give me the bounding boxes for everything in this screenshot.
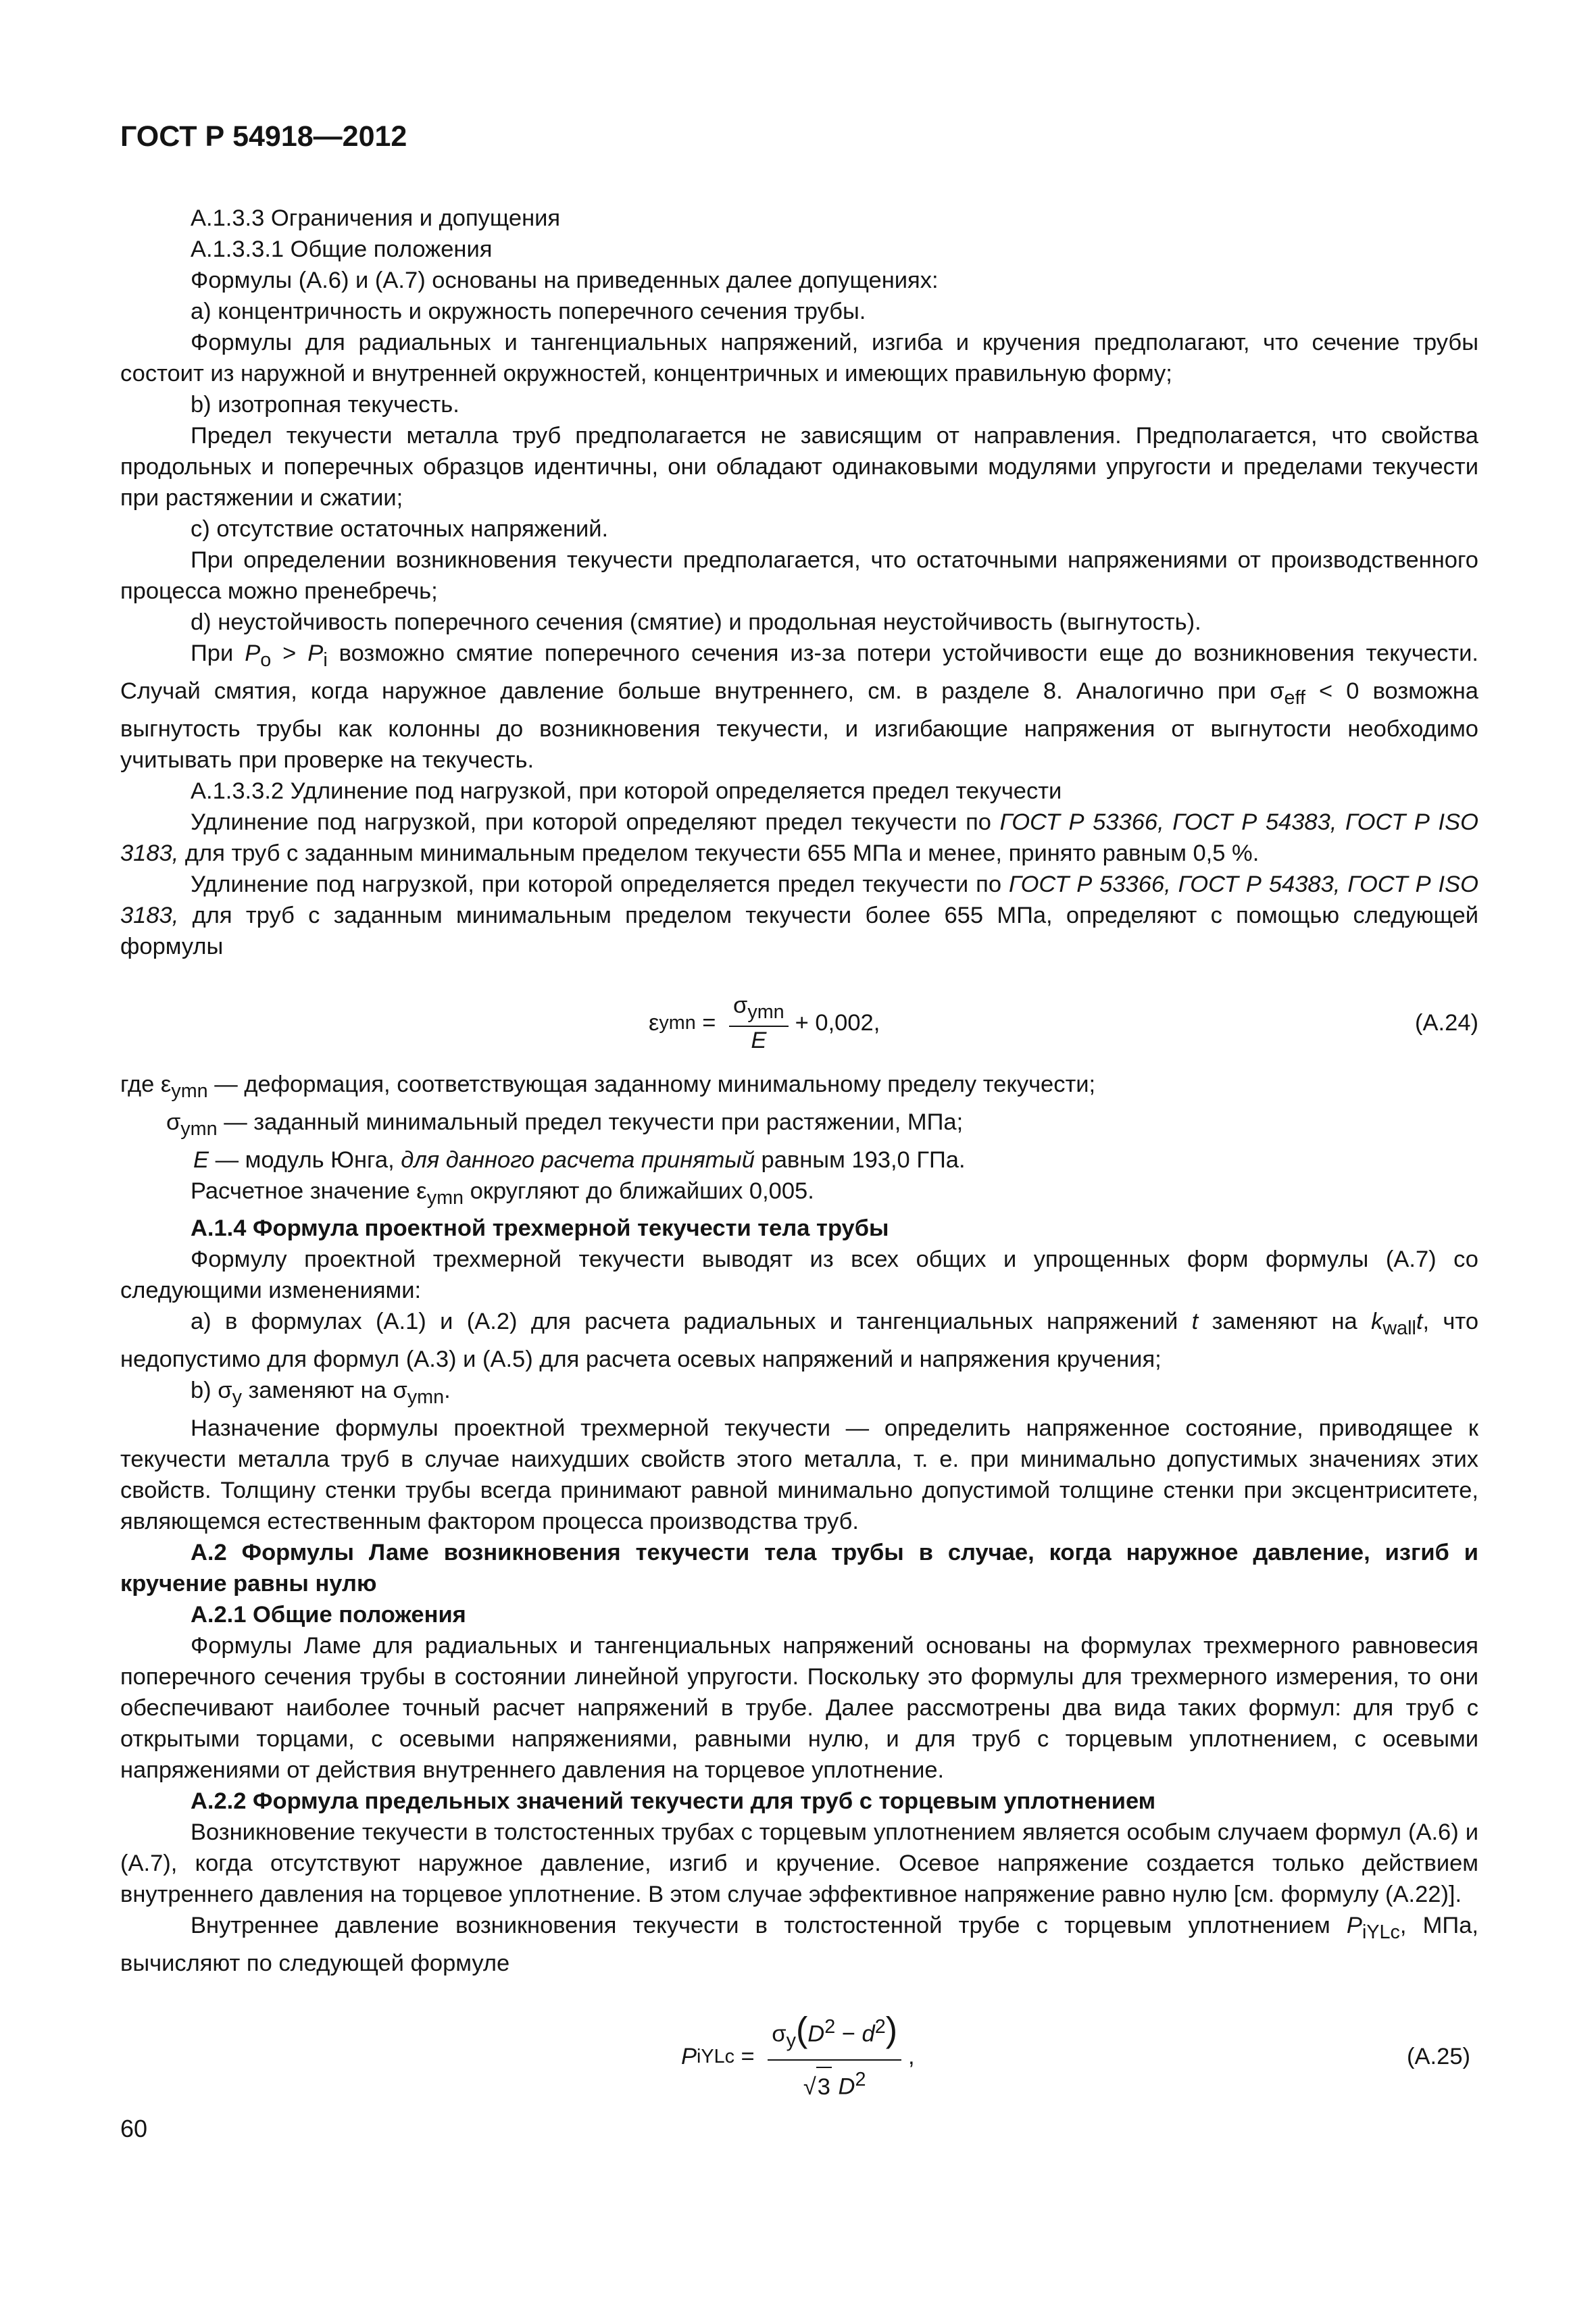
paragraph: d) неустойчивость поперечного сечения (смятие) и продольная неустойчивость (выгнутость). [191, 609, 1201, 635]
text-run: . [444, 1378, 451, 1404]
text-run: Удлинение под нагрузкой, при которой определяется предел текучести по [191, 871, 1009, 897]
symbol: ε [649, 1009, 659, 1036]
text-run: Удлинение под нагрузкой, при которой определяют предел текучести по [191, 809, 1000, 835]
symbol: σ [772, 2021, 787, 2047]
paragraph [120, 807, 1478, 869]
text-run: возможна выгнутость трубы как колонны до возникновения текучести, и изгибающие напряжения от выгнутости необходимо учитывать при проверке на текучесть. [120, 678, 1478, 773]
symbol: σ [1270, 678, 1285, 704]
subscript: ymn [171, 1080, 208, 1102]
text-run: заменяют на σ [241, 1378, 407, 1404]
standard-reference: ГОСТ Р 53366, ГОСТ Р 54383, ГОСТ Р ISO 3183, [120, 809, 1478, 866]
symbol: P [1346, 1913, 1362, 1939]
text-run: для данного расчета принятый [401, 1147, 755, 1173]
symbol: t [1416, 1309, 1423, 1335]
text-run: а) в формулах (А.1) и (А.2) для расчета радиальных и тангенциальных напряжений [191, 1309, 1192, 1335]
fraction-denominator [747, 1027, 770, 1054]
paragraph [120, 638, 1478, 776]
text-run: > [271, 640, 308, 666]
document-body [120, 203, 1478, 2107]
symbol: k [1371, 1309, 1383, 1335]
fraction [729, 992, 789, 1054]
formula-a25 [120, 2006, 1478, 2107]
subscript: y [786, 2030, 796, 2052]
fraction-numerator [729, 992, 789, 1026]
symbol: D [831, 2073, 855, 2100]
page-number: 60 [120, 2115, 148, 2142]
fraction-numerator [768, 2008, 901, 2059]
paragraph: Формулы (А.6) и (А.7) основаны на приведенных далее допущениях: [191, 268, 939, 293]
text-run: Внутреннее давление возникновения текучести в толстостенной трубе с торцевым уплотнением [191, 1913, 1347, 1939]
subscript: o [260, 649, 272, 671]
superscript: 2 [855, 2069, 866, 2091]
subscript: ymn [659, 1011, 696, 1034]
equals-sign: = [695, 1009, 723, 1036]
text-run: округляют до ближайших 0,005. [464, 1178, 814, 1204]
paragraph [120, 1176, 1478, 1213]
document-header: ГОСТ Р 54918—2012 [120, 120, 407, 153]
fraction-denominator [799, 2061, 870, 2106]
parenthesis: ) [885, 2010, 898, 2050]
symbol: P [307, 640, 324, 666]
paragraph: А.1.3.3.2 Удлинение под нагрузкой, при которой определяется предел текучести [191, 778, 1062, 804]
formula-expression [649, 981, 880, 1065]
paragraph: Формулу проектной трехмерной текучести выводят из всех общих и упрощенных форм формулы (А.7) со следующими изменениями: [120, 1247, 1478, 1304]
formula-constant: + 0,002, [795, 1009, 880, 1036]
formula-a24 [120, 981, 1478, 1065]
text-run: — модуль Юнга, [209, 1147, 401, 1173]
radicand: 3 [816, 2067, 832, 2106]
text-run: Расчетное значение ε [191, 1178, 427, 1204]
subscript: wall [1382, 1317, 1416, 1340]
text-run: b) σ [191, 1378, 232, 1404]
symbol: P [245, 640, 261, 666]
punctuation: , [908, 2044, 915, 2070]
text-run: При [191, 640, 245, 666]
radical-sign: √ [803, 2073, 816, 2100]
square-root [803, 2067, 832, 2106]
paragraph [120, 1910, 1478, 1979]
subscript: i [323, 649, 328, 671]
symbol: σ [166, 1109, 181, 1135]
paragraph: Формулы для радиальных и тангенциальных напряжений, изгиба и кручения предполагают, что сечение трубы состоит из наружной и внутренней окружностей, концентричных и имеющих правильную форму; [120, 330, 1478, 386]
paragraph: а) концентричность и окружность поперечного сечения трубы. [191, 299, 866, 324]
paragraph: Предел текучести металла труб предполагается не зависящим от направления. Предполагается, что свойства продольных и поперечных образцов идентичны, они обладают одинаковыми модулями упругости и пределами текучести при растяжении и сжатии; [120, 423, 1478, 511]
text-run: где ε [120, 1071, 172, 1097]
paragraph [120, 1306, 1478, 1375]
paragraph: А.1.3.3.1 Общие положения [191, 236, 493, 262]
text-run: для труб с заданным минимальным пределом текучести 655 МПа и менее, принято равным 0,5 %. [178, 840, 1260, 866]
section-heading: А.2 Формулы Ламе возникновения текучести тела трубы в случае, когда наружное давление, изгиб и кручение равны нулю [120, 1540, 1478, 1597]
subscript: ymn [407, 1386, 445, 1409]
subscript: eff [1284, 686, 1305, 709]
symbol: t [1191, 1309, 1199, 1335]
subscript: ymn [426, 1186, 464, 1209]
text-run: — заданный минимальный предел текучести при растяжении, МПа; [217, 1109, 964, 1135]
symbol: P [681, 2044, 697, 2070]
section-heading: А.1.4 Формула проектной трехмерной текучести тела трубы [191, 1215, 889, 1242]
paragraph: Назначение формулы проектной трехмерной текучести — определить напряженное состояние, приводящее к текучести металла труб в случае наихудших свойств этого металла, т. е. при минимально допустимых значениях этих свойств. Толщину стенки трубы всегда принимают равной минимально допустимой толщине стенки при эксцентриситете, являющемся естественным фактором процесса производства труб. [120, 1415, 1478, 1535]
subscript: ymn [180, 1117, 218, 1140]
paragraph: c) отсутствие остаточных напряжений. [191, 516, 609, 542]
symbol: E [751, 1027, 767, 1053]
legend-item [120, 1069, 1478, 1107]
symbol: D [807, 2021, 825, 2047]
paragraph [120, 869, 1478, 962]
legend-block [120, 1069, 1478, 1176]
formula-number: (А.24) [1415, 1009, 1478, 1036]
minus-sign: − [835, 2021, 862, 2047]
paragraph: А.1.3.3 Ограничения и допущения [191, 205, 561, 231]
subscript: ymn [747, 1001, 784, 1023]
text-run: , что недопустимо для формул (А.3) и (А.5) для расчета осевых напряжений и напряжения кручения; [120, 1309, 1479, 1373]
text-run: возможно смятие поперечного сечения из-за потери устойчивости еще до возникновения текучести. Случай смятия, когда наружное давление больше внутреннего, см. в разделе 8. Аналогично при [120, 640, 1479, 704]
symbol: σ [733, 992, 748, 1018]
section-heading: А.2.1 Общие положения [191, 1602, 466, 1628]
text-run: , МПа, вычисляют по следующей формуле [120, 1913, 1478, 1977]
paragraph: Формулы Ламе для радиальных и тангенциальных напряжений основаны на формулах трехмерного равновесия поперечного сечения трубы в состоянии линейной упругости. Поскольку это формулы для трехмерного измерения, то они обеспечивают наиболее точный расчет напряжений в трубе. Далее рассмотрены два вида таких формул: для труб с открытыми торцами, с осевыми напряжениями, равными нулю, и для труб с торцевым уплотнением, с осевыми напряжениями от действия внутреннего давления на торцевое уплотнение. [120, 1633, 1478, 1784]
parenthesis: ( [795, 2010, 808, 2050]
text-run: — деформация, соответствующая заданному минимальному пределу текучести; [207, 1071, 1096, 1097]
subscript: iYLc [697, 2046, 734, 2068]
subscript: y [232, 1386, 242, 1409]
symbol: d [862, 2021, 875, 2047]
subscript: iYLc [1362, 1921, 1400, 1944]
standard-reference: ГОСТ Р 53366, ГОСТ Р 54383, ГОСТ Р ISO 3183, [120, 871, 1478, 928]
paragraph: При определении возникновения текучести предполагается, что остаточными напряжениями от производственного процесса можно пренебречь; [120, 547, 1478, 604]
legend-item [120, 1107, 1478, 1145]
paragraph: b) изотропная текучесть. [191, 392, 459, 418]
formula-number: (А.25) [1407, 2044, 1470, 2070]
formula-expression [681, 2006, 915, 2107]
fraction [768, 2008, 901, 2106]
section-heading: А.2.2 Формула предельных значений текучести для труб с торцевым уплотнением [191, 1788, 1156, 1815]
superscript: 2 [874, 2015, 886, 2038]
symbol: E [193, 1147, 209, 1173]
superscript: 2 [824, 2015, 836, 2038]
equals-sign: = [734, 2044, 762, 2070]
paragraph [120, 1375, 1478, 1413]
text-run: равным 193,0 ГПа. [754, 1147, 966, 1173]
paragraph: Возникновение текучести в толстостенных трубах с торцевым уплотнением является особым случаем формул (А.6) и (А.7), когда отсутствуют наружное давление, изгиб и кручение. Осевое напряжение создается только действием внутреннего давления на торцевое уплотнение. В этом случае эффективное напряжение равно нулю [см. формулу (А.22)]. [120, 1819, 1478, 1908]
legend-item [120, 1145, 1478, 1176]
text-run: < 0 [1305, 678, 1360, 704]
text-run: заменяют на [1198, 1309, 1372, 1335]
text-run: для труб с заданным минимальным пределом текучести более 655 МПа, определяют с помощью следующей формулы [120, 902, 1478, 959]
